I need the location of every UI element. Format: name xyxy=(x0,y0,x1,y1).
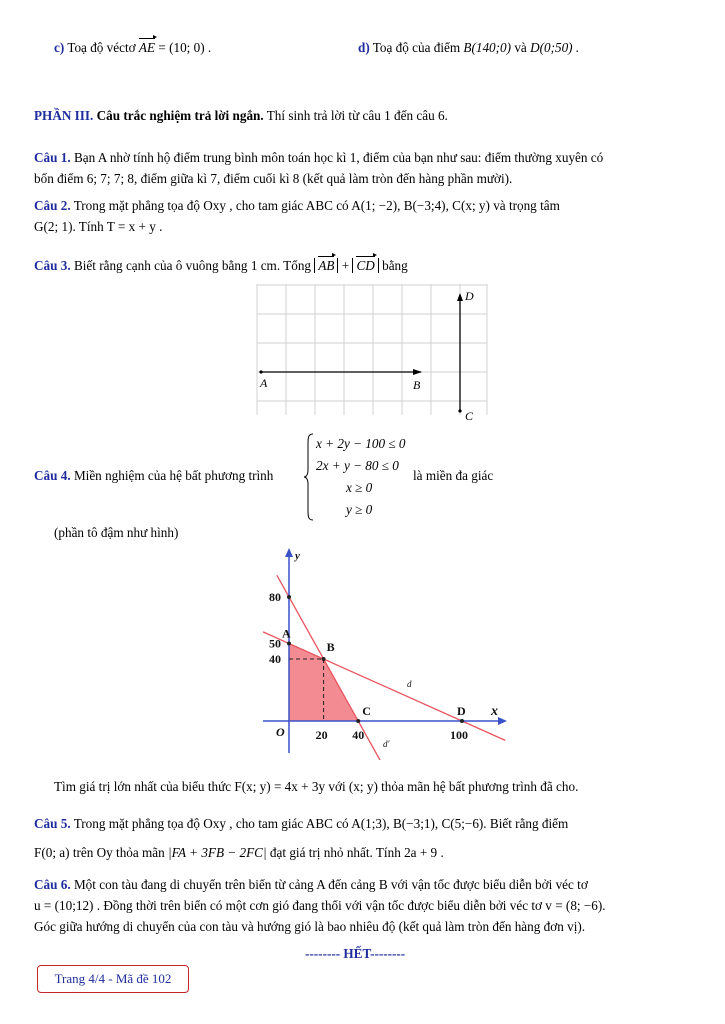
question-2-label: Câu 2. xyxy=(34,198,71,213)
ineq-1: x + 2y − 100 ≤ 0 xyxy=(316,436,406,451)
dot-b xyxy=(322,657,326,661)
ineq-3: x ≥ 0 xyxy=(346,480,373,495)
question-4-text: Miền nghiệm của hệ bất phương trình xyxy=(73,468,274,483)
y-tick-80: 80 xyxy=(269,590,281,604)
dot-d xyxy=(460,719,464,723)
point-b-label: B xyxy=(326,640,335,654)
y-axis-arrow xyxy=(285,548,293,557)
part-d-text: Toạ độ của điểm xyxy=(372,40,461,55)
question-6-line2: u = (10;12) . Đồng thời trên biển có một cơn gió đang thổi với vận tốc được biểu diễn bởi véc tơ v = (8; −6). xyxy=(34,898,606,913)
question-2-line1: Trong mặt phẳng tọa độ Oxy , cho tam giác ABC có A(1; −2), B(−3;4), C(x; y) và trọng tâm xyxy=(73,198,560,213)
question-1-line2: bốn điểm 6; 7; 7; 8, điểm giữa kì 7, điểm cuối kì 8 (kết quả làm tròn đến hàng phần mười). xyxy=(34,171,513,186)
y-tick-40: 40 xyxy=(269,652,281,666)
question-2 xyxy=(34,195,689,237)
origin-label: O xyxy=(276,725,285,739)
question-6-line3: Góc giữa hướng di chuyển của con tàu và hướng gió là bao nhiêu độ (kết quả làm tròn đến hàng đơn vị). xyxy=(34,919,586,934)
x-tick-100: 100 xyxy=(450,728,468,742)
part-c-text: Toạ độ véctơ xyxy=(67,40,136,55)
grid-figure xyxy=(255,283,490,423)
part-c-line xyxy=(54,40,211,56)
question-1-label: Câu 1. xyxy=(34,150,71,165)
point-d-label: D xyxy=(465,289,474,303)
vector-cd: CD xyxy=(356,258,375,273)
question-2-line2: G(2; 1). Tính T = x + y . xyxy=(34,219,163,234)
x-axis-label: x xyxy=(491,704,498,719)
section-subtitle: Câu trắc nghiệm trả lời ngắn. xyxy=(96,108,264,123)
feasible-region-chart xyxy=(255,545,515,760)
question-3-label: Câu 3. xyxy=(34,258,71,273)
y-axis-label: y xyxy=(295,550,300,562)
dot-y80 xyxy=(287,595,291,599)
question-6 xyxy=(34,874,689,937)
y-tick-50: 50 xyxy=(269,636,281,651)
line-label-d-prime: d' xyxy=(383,739,390,749)
part-d-label: d) xyxy=(358,40,370,55)
point-d-coord: D(0;50) . xyxy=(530,40,580,55)
question-3-after: bằng xyxy=(382,258,408,273)
part-c-equation: = (10; 0) . xyxy=(158,40,212,55)
question-3-plus: + xyxy=(341,258,350,273)
part-c-label: c) xyxy=(54,40,65,55)
question-4-label: Câu 4. xyxy=(34,468,71,483)
question-4-caption: (phần tô đậm như hình) xyxy=(54,525,179,540)
question-6-label: Câu 6. xyxy=(34,877,71,892)
section-heading xyxy=(34,108,448,124)
section-instruction: Thí sinh trả lời từ câu 1 đến câu 6. xyxy=(266,108,448,123)
x-tick-40: 40 xyxy=(352,728,365,742)
point-b-label: B xyxy=(413,378,421,392)
end-marker: -------- HẾT-------- xyxy=(305,946,406,961)
dot-a xyxy=(287,642,291,646)
x-tick-20: 20 xyxy=(315,728,328,742)
question-4-question: Tìm giá trị lớn nhất của biểu thức F(x; y) = 4x + 3y với (x; y) thỏa mãn hệ bất phương trình đã cho. xyxy=(54,779,579,794)
page-footer: Trang 4/4 - Mã đề 102 xyxy=(37,965,189,993)
question-5-line2b: đạt giá trị nhỏ nhất. Tính 2a + 9 . xyxy=(269,845,444,860)
part-d-line xyxy=(358,40,579,56)
vector-ae: AE xyxy=(138,40,156,55)
question-1-line1: Bạn A nhờ tính hộ điểm trung bình môn toán học kì 1, điểm của bạn như sau: điểm thường xuyên có xyxy=(73,150,604,165)
point-a-label: A xyxy=(282,626,291,641)
point-d-label: D xyxy=(457,704,466,718)
point-c-label: C xyxy=(362,704,371,718)
question-1 xyxy=(34,147,689,189)
ineq-2: 2x + y − 80 ≤ 0 xyxy=(316,458,399,473)
point-c-label: C xyxy=(465,409,474,423)
vector-ab: AB xyxy=(318,258,335,273)
part-d-and: và xyxy=(514,40,527,55)
point-b-coord: B(140;0) xyxy=(463,40,512,55)
dot-c xyxy=(356,719,360,723)
question-4-after: là miền đa giác xyxy=(413,468,494,483)
question-5-line1: Trong mặt phẳng tọa độ Oxy , cho tam giác ABC có A(1;3), B(−3;1), C(5;−6). Biết rằng điểm xyxy=(73,816,569,831)
section-title: PHẦN III. xyxy=(34,108,94,123)
question-3 xyxy=(34,258,408,274)
ineq-4: y ≥ 0 xyxy=(346,502,373,517)
question-5-label: Câu 5. xyxy=(34,816,71,831)
question-5-expression: |FA + 3FB − 2FC| xyxy=(168,845,267,860)
question-6-line1: Một con tàu đang di chuyển trên biển từ cảng A đến cảng B với vận tốc được biểu diễn bởi véc tơ xyxy=(73,877,588,892)
question-3-text: Biết rằng cạnh của ô vuông bằng 1 cm. Tổng xyxy=(73,258,312,273)
system-brace xyxy=(303,432,315,522)
x-axis-arrow xyxy=(498,717,507,725)
question-5 xyxy=(34,809,689,867)
question-5-line2a: F(0; a) trên Oy thỏa mãn xyxy=(34,845,165,860)
question-4-intro xyxy=(34,468,273,484)
point-a-label: A xyxy=(260,376,268,390)
line-label-d: d xyxy=(407,679,412,689)
